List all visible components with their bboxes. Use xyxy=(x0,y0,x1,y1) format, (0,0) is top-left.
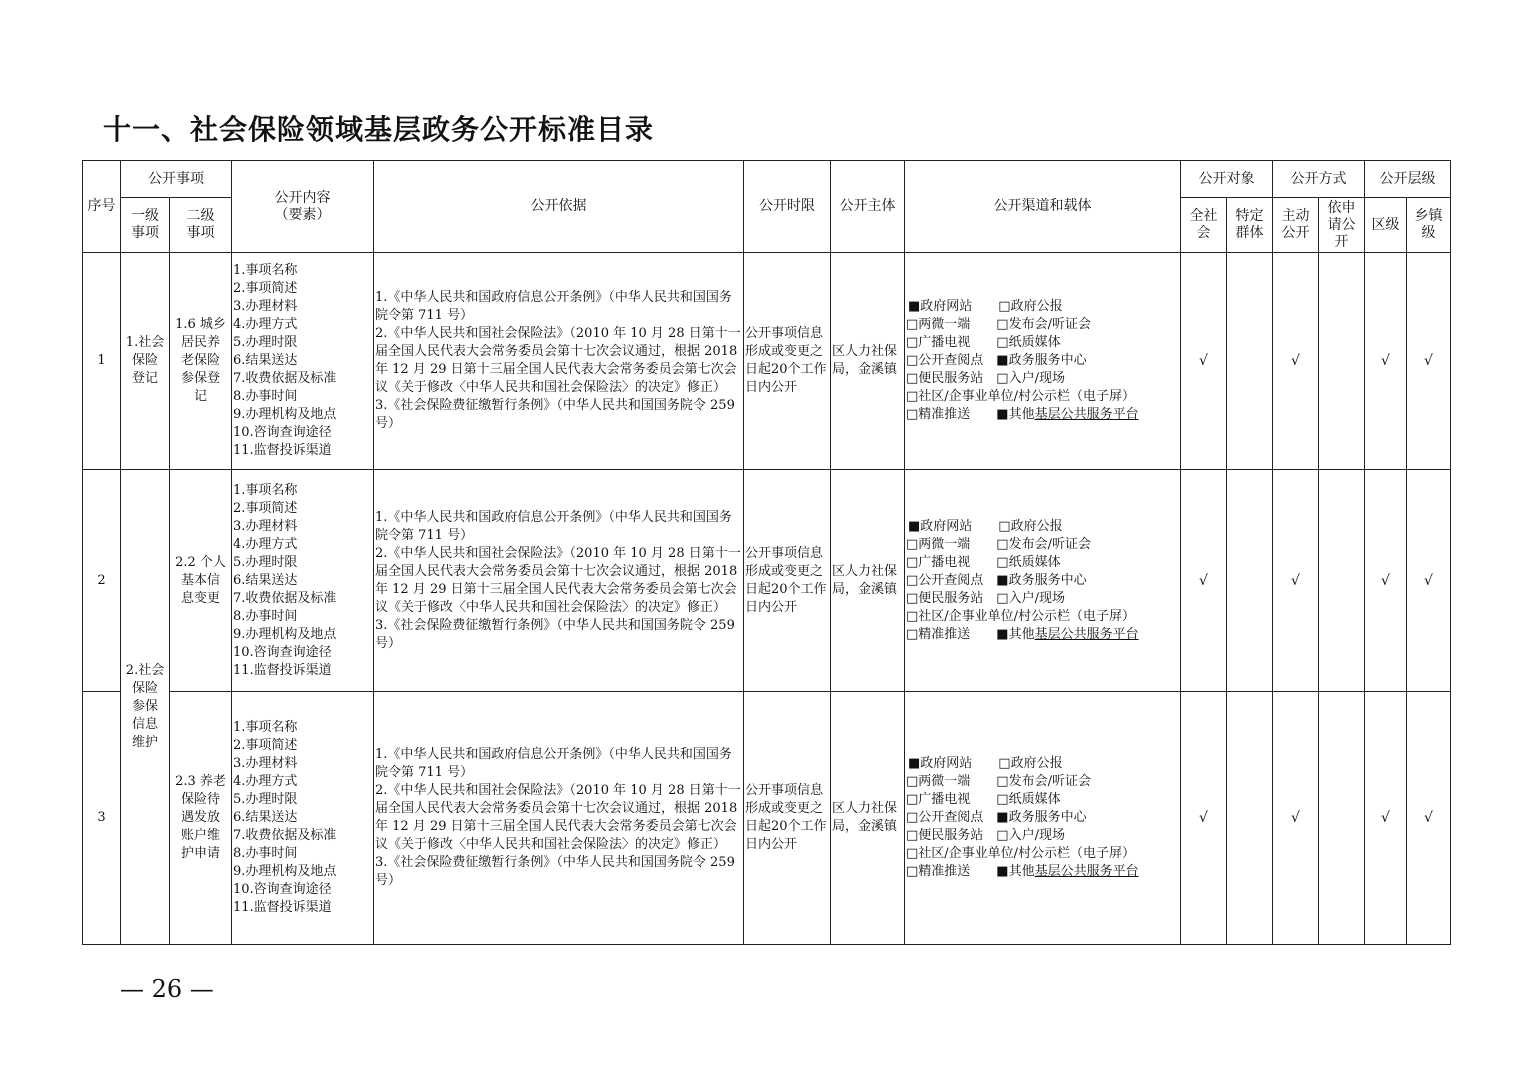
check-method-active: √ xyxy=(1273,253,1319,470)
check-method-apply xyxy=(1319,692,1365,945)
channels-other: 基层公共服务平台 xyxy=(1034,864,1139,879)
header-method: 公开方式 xyxy=(1273,161,1365,198)
header-level-town: 乡镇 级 xyxy=(1407,198,1451,253)
header-method-apply: 依申 请公 开 xyxy=(1319,198,1365,253)
row-level2: 2.2 个人 基本信 息变更 xyxy=(170,470,232,692)
table-row xyxy=(83,470,1451,692)
row-time-limit: 公开事项信息形成或变更之日起20个工作日内公开 xyxy=(744,692,831,945)
row-level2: 1.6 城乡 居民养 老保险 参保登 记 xyxy=(170,253,232,470)
channels-other: 基层公共服务平台 xyxy=(1034,407,1139,422)
row-channels xyxy=(905,470,1181,692)
row-basis: 1.《中华人民共和国政府信息公开条例》（中华人民共和国国务院令第 711 号） 2.《中华人民共和国社会保险法》（2010 年 10 月 28 日第十一届全国人民代表大会常务委员会第十七次会议通过，根据 2018 年 12 月 29 日第十三届全国人民代表大会常务委员会第七次会议《关于修改〈中华人民共和国社会保险法〉的决定》修正） 3.《社会保险费征缴暂行条例》（中华人民共和国国务院令 259 号） xyxy=(374,470,744,692)
row-basis: 1.《中华人民共和国政府信息公开条例》（中华人民共和国国务院令第 711 号） 2.《中华人民共和国社会保险法》（2010 年 10 月 28 日第十一届全国人民代表大会常务委员会第十七次会议通过，根据 2018 年 12 月 29 日第十三届全国人民代表大会常务委员会第七次会议《关于修改〈中华人民共和国社会保险法〉的决定》修正） 3.《社会保险费征缴暂行条例》（中华人民共和国国务院令 259 号） xyxy=(374,253,744,470)
header-level1: 一级 事项 xyxy=(121,198,170,253)
table-row xyxy=(83,253,1451,470)
check-target-specific xyxy=(1227,692,1273,945)
row-subject: 区人力社保局，金溪镇 xyxy=(831,692,905,945)
row-channels xyxy=(905,692,1181,945)
header-seq: 序号 xyxy=(83,161,121,253)
header-target-all: 全社 会 xyxy=(1181,198,1227,253)
header-level2: 二级 事项 xyxy=(170,198,232,253)
row-level1: 2.社会 保险 参保 信息 维护 xyxy=(121,470,170,945)
check-level-town: √ xyxy=(1407,470,1451,692)
check-level-district: √ xyxy=(1365,253,1407,470)
row-subject: 区人力社保局，金溪镇 xyxy=(831,253,905,470)
page-number: — 26 — xyxy=(120,975,214,1003)
header-subject: 公开主体 xyxy=(831,161,905,253)
row-content: 1.事项名称 2.事项简述 3.办理材料 4.办理方式 5.办理时限 6.结果送达 7.收费依据及标准 8.办事时间 9.办理机构及地点 10.咨询查询途径 11.监督投诉渠道 xyxy=(232,253,374,470)
check-method-apply xyxy=(1319,470,1365,692)
table-row xyxy=(83,692,1451,945)
header-row-1 xyxy=(83,161,1451,198)
row-subject: 区人力社保局，金溪镇 xyxy=(831,470,905,692)
channels-list: ■政府网站 □政府公报 □两微一端 □发布会/听证会 □广播电视 □纸质媒体 □公开查阅点 ■政务服务中心 □便民服务站 □入户/现场 □社区/企事业单位/村公示栏（电子屏） □精准推送 ■其他 xyxy=(906,518,1136,642)
channels-list: ■政府网站 □政府公报 □两微一端 □发布会/听证会 □广播电视 □纸质媒体 □公开查阅点 ■政务服务中心 □便民服务站 □入户/现场 □社区/企事业单位/村公示栏（电子屏） □精准推送 ■其他 xyxy=(906,756,1136,879)
check-level-town: √ xyxy=(1407,253,1451,470)
header-method-active: 主动 公开 xyxy=(1273,198,1319,253)
row-level2: 2.3 养老 保险待 遇发放 账户维 护申请 xyxy=(170,692,232,945)
row-time-limit: 公开事项信息形成或变更之日起20个工作日内公开 xyxy=(744,253,831,470)
check-target-all: √ xyxy=(1181,692,1227,945)
check-target-specific xyxy=(1227,470,1273,692)
check-method-active: √ xyxy=(1273,692,1319,945)
header-items: 公开事项 xyxy=(121,161,232,198)
check-level-district: √ xyxy=(1365,470,1407,692)
row-content: 1.事项名称 2.事项简述 3.办理材料 4.办理方式 5.办理时限 6.结果送达 7.收费依据及标准 8.办事时间 9.办理机构及地点 10.咨询查询途径 11.监督投诉渠道 xyxy=(232,470,374,692)
row-level1: 1.社会 保险 登记 xyxy=(121,253,170,470)
header-target-specific: 特定 群体 xyxy=(1227,198,1273,253)
header-content: 公开内容 （要素） xyxy=(232,161,374,253)
header-time-limit: 公开时限 xyxy=(744,161,831,253)
page-title: 十一、社会保险领域基层政务公开标准目录 xyxy=(103,113,655,146)
catalog-table xyxy=(82,160,1451,945)
check-target-all: √ xyxy=(1181,253,1227,470)
row-seq: 3 xyxy=(83,692,121,945)
header-target: 公开对象 xyxy=(1181,161,1273,198)
row-channels xyxy=(905,253,1181,470)
check-level-district: √ xyxy=(1365,692,1407,945)
row-basis: 1.《中华人民共和国政府信息公开条例》（中华人民共和国国务院令第 711 号） 2.《中华人民共和国社会保险法》（2010 年 10 月 28 日第十一届全国人民代表大会常务委员会第十七次会议通过，根据 2018 年 12 月 29 日第十三届全国人民代表大会常务委员会第七次会议《关于修改〈中华人民共和国社会保险法〉的决定》修正） 3.《社会保险费征缴暂行条例》（中华人民共和国国务院令 259 号） xyxy=(374,692,744,945)
row-time-limit: 公开事项信息形成或变更之日起20个工作日内公开 xyxy=(744,470,831,692)
row-content: 1.事项名称 2.事项简述 3.办理材料 4.办理方式 5.办理时限 6.结果送达 7.收费依据及标准 8.办事时间 9.办理机构及地点 10.咨询查询途径 11.监督投诉渠道 xyxy=(232,692,374,945)
row-seq: 1 xyxy=(83,253,121,470)
header-basis: 公开依据 xyxy=(374,161,744,253)
header-level: 公开层级 xyxy=(1365,161,1451,198)
channels-other: 基层公共服务平台 xyxy=(1034,626,1139,642)
header-level-district: 区级 xyxy=(1365,198,1407,253)
channels-list: ■政府网站 □政府公报 □两微一端 □发布会/听证会 □广播电视 □纸质媒体 □公开查阅点 ■政务服务中心 □便民服务站 □入户/现场 □社区/企事业单位/村公示栏（电子屏） □精准推送 ■其他 xyxy=(906,299,1136,422)
check-target-specific xyxy=(1227,253,1273,470)
check-level-town: √ xyxy=(1407,692,1451,945)
header-channels: 公开渠道和载体 xyxy=(905,161,1181,253)
check-method-active: √ xyxy=(1273,470,1319,692)
check-target-all: √ xyxy=(1181,470,1227,692)
row-seq: 2 xyxy=(83,470,121,692)
check-method-apply xyxy=(1319,253,1365,470)
